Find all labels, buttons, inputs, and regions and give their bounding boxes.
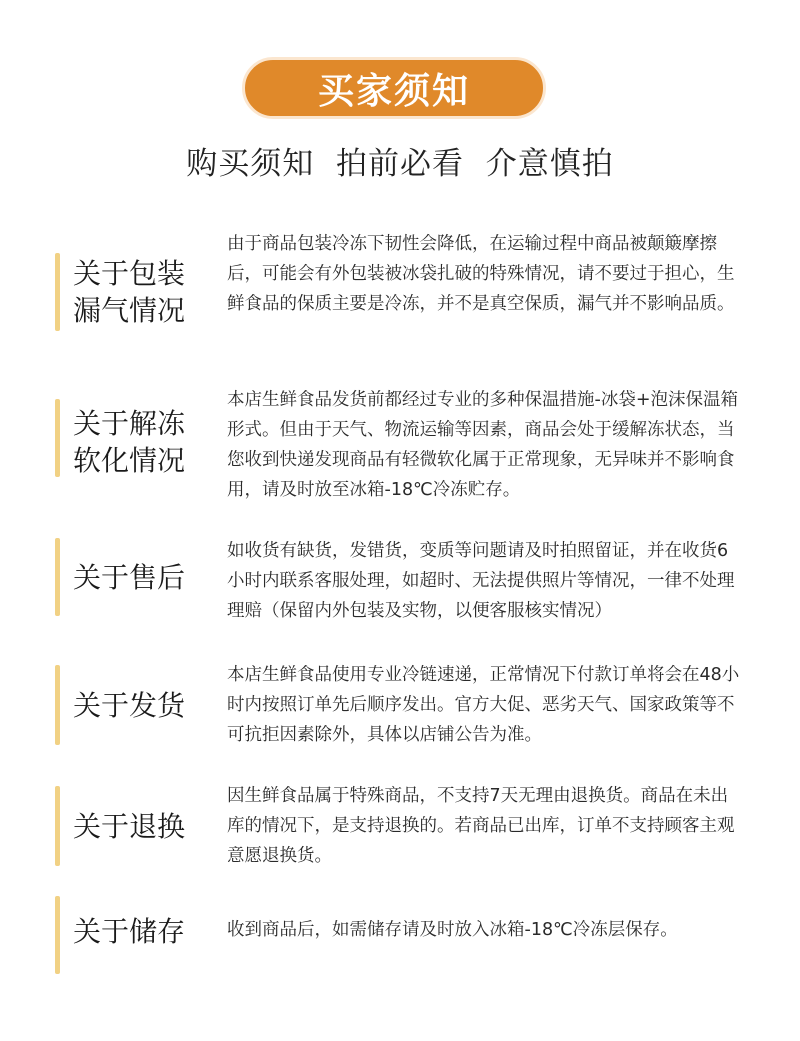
section-storage <box>0 893 800 983</box>
banner-title: 买家须知 <box>317 70 470 112</box>
section-label-line: 关于发货 <box>73 688 186 722</box>
section-label-line: 关于储存 <box>73 914 186 948</box>
section-accent-bar <box>55 399 60 477</box>
section-accent-bar <box>55 253 60 331</box>
section-text: 收到商品后，如需储存请及时放入冰箱-18℃冷冻层保存。 <box>227 920 678 940</box>
section-label-line: 关于售后 <box>73 560 186 594</box>
section-label-line: 软化情况 <box>73 444 186 477</box>
section-label <box>73 253 213 331</box>
section-packaging-leak <box>0 226 800 356</box>
section-text: 本店生鲜食品使用专业冷链速递，正常情况下付款订单将会在48小时内按照订单先后顺序发出。官方大促、恶劣天气、国家政策等不可抗拒因素除外，具体以店铺公告为准。 <box>227 665 740 745</box>
page-subtitle: 购买须知 拍前必看 介意慎拍 <box>186 146 614 182</box>
section-shipping <box>0 655 800 755</box>
section-text: 如收货有缺货，发错货，变质等问题请及时拍照留证，并在收货6小时内联系客服处理，如超时、无法提供照片等情况，一律不处理理赔（保留内外包装及实物，以便客服核实情况） <box>227 541 735 621</box>
section-text: 本店生鲜食品发货前都经过专业的多种保温措施-冰袋+泡沫保温箱形式。但由于天气、物流运输等因素，商品会处于缓解冻状态，当您收到快递发现商品有轻微软化属于正常现象，无异味并不影响食用，请及时放至冰箱-18℃冷冻贮存。 <box>227 390 738 500</box>
section-thaw-soften <box>0 379 800 509</box>
section-accent-bar <box>55 786 60 866</box>
section-label <box>73 896 213 966</box>
section-label-line: 漏气情况 <box>73 294 186 327</box>
section-text: 由于商品包装冷冻下韧性会降低，在运输过程中商品被颠簸摩擦后，可能会有外包装被冰袋扎破的特殊情况，请不要过于担心，生鲜食品的保质主要是冷冻，并不是真空保质，漏气并不影响品质。 <box>227 234 735 314</box>
section-label <box>73 665 213 745</box>
section-label <box>73 403 213 481</box>
section-accent-bar <box>55 665 60 745</box>
section-label <box>73 538 213 616</box>
section-label-line: 关于退换 <box>73 809 186 843</box>
section-text: 因生鲜食品属于特殊商品，不支持7天无理由退换货。商品在未出库的情况下，是支持退换的。若商品已出库，订单不支持顾客主观意愿退换货。 <box>227 786 735 866</box>
section-label-line: 关于包装 <box>73 257 186 290</box>
section-label <box>73 786 213 866</box>
section-returns <box>0 776 800 876</box>
section-after-sales <box>0 531 800 631</box>
section-accent-bar <box>55 538 60 616</box>
section-accent-bar <box>55 896 60 974</box>
section-label-line: 关于解冻 <box>73 407 186 440</box>
